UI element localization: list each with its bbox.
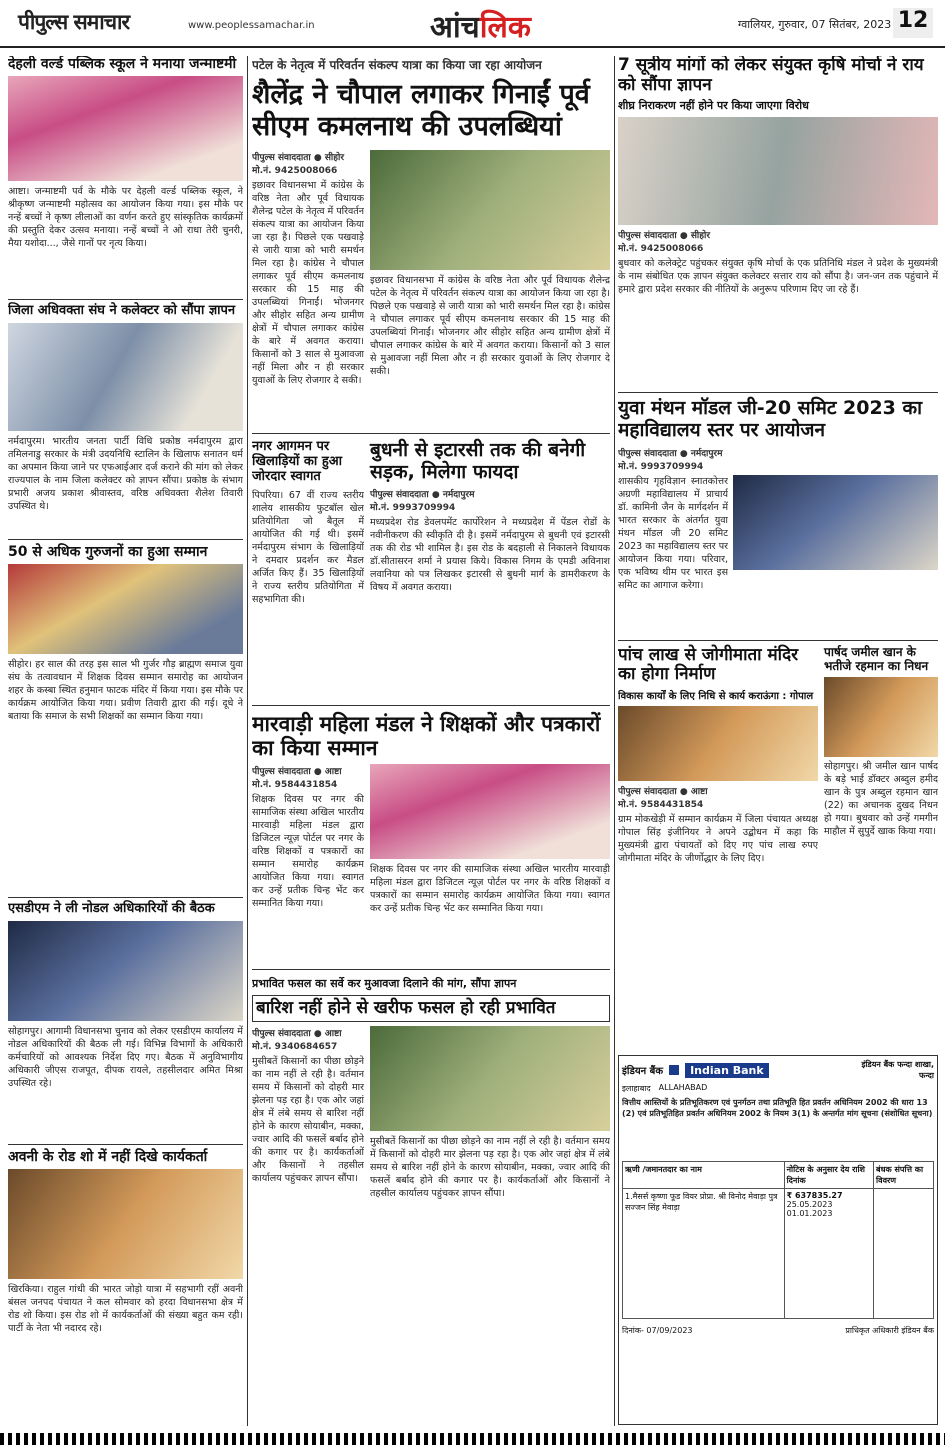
allahabad-hindi: इलाहाबाद [622, 1084, 651, 1093]
article-body: ग्राम मोकखेड़ी में सम्मान कार्यक्रम में जिला पंचायत अध्यक्ष गोपाल सिंह इंजीनियर ने अपने उद्बोधन में कहा कि मुख्यमंत्री द्वारा पंचायतों को दिए गए पांच लाख रुपए जोगीमाता मंदिर के जीर्णोद्धार के लिए दिए। [618, 813, 818, 864]
ad-date: दिनांक- 07/09/2023 [622, 1326, 693, 1335]
notice-text: वित्तीय आस्तियों के प्रतिभूतिकरण एवं पुनर्गठन तथा प्रतिभूति हित प्रवर्तन अधिनियम 2002 की धारा 13 (2) एवं प्रतिभूतिहित प्रवर्तन अधिनियम 2002 के नियम 3(1) के अन्तर्गत मांग सूचना (संशोधित सूचना) [622, 1098, 933, 1118]
article-body: आष्टा। जन्माष्टमी पर्व के मौके पर देहली वर्ल्ड पब्लिक स्कूल, ने श्रीकृष्ण जन्माष्टमी महोत्सव का आयोजन किया गया। इस मौके पर नन्हें बच्चों ने कृष्ण लीलाओं का वर्णन करते हुए सांस्कृतिक कार्यक्रमों की प्रस्तुति देकर उत्सव मनाया। नन्हें बच्चों ने ओ राधा तेरी चुनरी, मैया यशोदा..., जैसे गानों पर नृत्य किया। [8, 186, 243, 250]
article-body: शिक्षक दिवस पर नगर की सामाजिक संस्था अखिल भारतीय मारवाड़ी महिला मंडल द्वारा डिजिटल न्यूज़ पोर्टल पर नगर के वरिष्ठ शिक्षकों व पत्रकारों का सम्मान समारोह कार्यक्रम आयोजित किया गया। स्वागत कर उन्हें प्रतीक चिन्ह भेंट कर सम्मानित किया गया। [252, 793, 364, 909]
headline: युवा मंथन मॉडल जी-20 समिट 2023 का महाविद्यालय स्तर पर आयोजन [618, 397, 923, 441]
headline: मारवाड़ी महिला मंडल ने शिक्षकों और पत्रकारों का किया सम्मान [252, 711, 601, 760]
mobile-number: मो.नं. 9584431854 [252, 779, 338, 790]
subheadline: शीघ्र निराकरण नहीं होने पर किया जाएगा विरोध [618, 99, 809, 113]
article-photo [618, 706, 818, 781]
page-number: 12 [893, 8, 933, 38]
article-body: मध्यप्रदेश रोड डेवलपमेंट कार्पोरेशन ने मध्यप्रदेश में पेंडल रोडों के नवीनीकरण की स्वीकृति दी है। इसमें नर्मदापुरम से बुधनी एवं इटारसी तक की रोड भी शामिल है। इस रोड के बदहाली से निकालने विधायक डॉ.सीतासरन शर्मा ने प्रयास किये। विकास निगम के एमडी अविनाश लवानिया को पत्र लिखकर इटारसी से बुधनी मार्ग के डामरीकरण के विषय में अवगत कराया। [370, 517, 610, 594]
article-body: मुसीबतें किसानों का पीछा छोड़ने का नाम नहीं ले रही है। वर्तमान समय में किसानों को दोहरी मार झेलना पड़ रहा है। एक ओर जहां क्षेत्र में लंबे समय से बारिश नहीं होने के कारण सोयाबीन, मक्का, ज्वार आदि की फसलें बर्बाद होने की कगार पर है। कार्यकर्ताओं और किसानों ने तहसील कार्यालय पहुंचकर ज्ञापन सौंपा। [370, 1136, 610, 1200]
mobile-number: मो.नं. 9584431854 [618, 799, 704, 810]
col-header: बंधक संपत्ति का विवरण [874, 1162, 934, 1189]
article-photo [8, 76, 243, 181]
article-body: इछावर विधानसभा में कांग्रेस के वरिष्ठ नेता और पूर्व विधायक शैलेन्द्र पटेल के नेतृत्व में परिवर्तन संकल्प यात्रा का आयोजन किया जा रहा है। पिछले एक पखवाड़े से जारी यात्रा को भारी समर्थन मिल रहा है। कांग्रेस ने चौपाल लगाकर पूर्व सीएम कमलनाथ सरकार की 15 माह की उपलब्धियां गिनाईं। भोजनगर और सीहोर सहित अन्य ग्रामीण क्षेत्रों में चौपाल लगाकर कांग्रेस के बारे में अवगत कराया। किसानों को 3 साल से मुआवजा नहीं मिला और न ही सरकार युवाओं के लिए रोजगार दे सकी। [252, 179, 364, 386]
byline: पीपुल्स संवाददाता ● आष्टा [252, 1029, 342, 1040]
article-body: शिक्षक दिवस पर नगर की सामाजिक संस्था अखिल भारतीय मारवाड़ी महिला मंडल द्वारा डिजिटल न्यूज़ पोर्टल पर नगर के वरिष्ठ शिक्षकों व पत्रकारों का सम्मान समारोह कार्यक्रम आयोजित किया गया। स्वागत कर उन्हें प्रतीक चिन्ह भेंट कर सम्मानित किया गया। [370, 863, 610, 914]
issue-date: ग्वालियर, गुरुवार, 07 सितंबर, 2023 [738, 18, 892, 31]
lead-headline: शैलेंद्र ने चौपाल लगाकर गिनाईं पूर्व सीएम कमलनाथ की उपलब्धियां [252, 79, 590, 143]
notice-date: 01.01.2023 [786, 1209, 833, 1218]
headline: 50 से अधिक गुरुजनों का हुआ सम्मान [8, 544, 208, 561]
amount-due: ₹ 637835.27 [786, 1191, 843, 1200]
mobile-number: मो.नं. 9993709994 [370, 503, 456, 514]
signer: प्राधिकृत अधिकारी इंडियन बैंक [845, 1326, 934, 1335]
article-photo [370, 764, 610, 859]
masthead [0, 0, 945, 48]
section-prefix: आंच [430, 10, 480, 45]
article-body: खिरकिया। राहुल गांधी की भारत जोड़ो यात्रा में सहभागी रहीं अवनी बंसल जनपद पंचायत ने कल सोमवार को हरदा विधानसभा क्षेत्र में रोड शो किया। इस रोड शो में कार्यकर्ताओं की संख्या बहुत कम रही। पार्टी के नेता भी नदारद रहे। [8, 1284, 243, 1335]
newspaper-logo: पीपुल्स समाचार [18, 10, 130, 34]
article-body: सोहागपुर। आगामी विधानसभा चुनाव को लेकर एसडीएम कार्यालय में नोडल अधिकारियों की बैठक ली गई। विभिन्न विभागों के अधिकारी कर्मचारियों को आवश्यक निर्देश दिए गए। बैठक में अनुविभागीय अधिकारी जीएस राजपूत, दीपक रायले, तहसीलदार अमित मिश्रा उपस्थित रहे। [8, 1026, 243, 1090]
subheadline: विकास कार्यों के लिए निधि से कार्य कराऊंगा : गोपाल [618, 690, 814, 702]
article-photo [618, 117, 938, 225]
headline: पार्षद जमील खान के भतीजे रहमान का निधन [824, 644, 929, 673]
borrower-name: 1.मैसर्स कृष्णा फूड वियर प्रोप्रा. श्री विनोद मेवाड़ा पुत्र सज्जन सिंह मेवाड़ा [623, 1189, 785, 1319]
col-header: नोटिस के अनुसार देय राशि दिनांक [784, 1162, 873, 1189]
headline: 7 सूत्रीय मांगों को लेकर संयुक्त कृषि मोर्चा ने राय को सौंपा ज्ञापन [618, 56, 924, 95]
article-body: सीहोर। हर साल की तरह इस साल भी गुर्जर गौड़ ब्राह्मण समाज युवा संघ के तत्वावधान में शिक्षक दिवस सम्मान समारोह का आयोजन शहर के कस्बा स्थित हनुमान फाटक मंदिर में किया गया। इस मौके पर कार्यक्रम आयोजित किया गया। प्रवीण तिवारी द्वारा की गई। दूधे ने बताया कि समाज के सभी शिक्षकों का सम्मान किया गया। [8, 659, 243, 723]
mobile-number: मो.नं. 9425008066 [618, 244, 704, 255]
center-column [252, 56, 610, 1426]
right-column [618, 56, 938, 1051]
article-photo [733, 475, 938, 570]
article-photo [370, 1026, 610, 1131]
byline: पीपुल्स संवाददाता ● सीहोर [618, 231, 711, 242]
article-body: सोहागपुर। श्री जमील खान पार्षद के बड़े भाई डॉक्टर अब्दुल हमीद खान के पुत्र अब्दुल रहमान खान (22) का अचानक दुखद निधन हो गया। बुधवार को उन्हें गमगीन माहौल में सुपुर्दे खाक किया गया। [824, 761, 938, 838]
mobile-number: मो.नं. 9425008066 [252, 165, 338, 176]
article-photo [8, 564, 243, 654]
headline: जिला अधिवक्ता संघ ने कलेक्टर को सौंपा ज्ञापन [8, 303, 236, 319]
article-body: शासकीय गृहविज्ञान स्नातकोत्तर अग्रणी महाविद्यालय में प्राचार्य डॉ. कामिनी जैन के मार्गदर्शन में भारत सरकार के अंतर्गत युवा मंथन मॉडल जी 20 समिट 2023 का महाविद्यालय स्तर पर आयोजन किया गया। परिवार, एक भविष्य थीम पर भारत इस समिट का आगाज करेगा। [618, 475, 728, 591]
headline: एसडीएम ने ली नोडल अधिकारियों की बैठक [8, 901, 215, 917]
article-body: इछावर विधानसभा में कांग्रेस के वरिष्ठ नेता और पूर्व विधायक शैलेन्द्र पटेल के नेतृत्व में परिवर्तन संकल्प यात्रा का आयोजन किया जा रहा है। पिछले एक पखवाड़े से जारी यात्रा को भारी समर्थन मिल रहा है। कांग्रेस ने चौपाल लगाकर पूर्व सीएम कमलनाथ सरकार की 15 माह की उपलब्धियां गिनाईं। भोजनगर और सीहोर सहित अन्य ग्रामीण क्षेत्रों में चौपाल लगाकर कांग्रेस के बारे में अवगत कराया। किसानों को 3 साल से मुआवजा नहीं मिला और न ही सरकार युवाओं के लिए रोजगार दे सकी। [370, 274, 610, 377]
headline: बुधनी से इटारसी तक की बनेगी सड़क, मिलेगा फायदा [370, 438, 586, 483]
npa-date: 25.05.2023 [786, 1200, 833, 1209]
notice-table [622, 1161, 934, 1319]
article-photo [8, 921, 243, 1021]
section-title [430, 5, 531, 46]
article-body: बुधवार को कलेक्ट्रेट पहुंचकर संयुक्त कृषि मोर्चा के एक प्रतिनिधि मंडल ने प्रदेश के मुख्यमंत्री के नाम संबोधित एक ज्ञापन संयुक्त कलेक्टर सत्तार राय को सौंपा है। जन-जन तक पहुंचाने में हमारे द्वारा प्रदेश सरकार की नीतियों के अनुरूप परिणाम दिए जा रहे हैं। [618, 258, 938, 296]
kicker: पटेल के नेतृत्व में परिवर्तन संकल्प यात्रा का किया जा रहा आयोजन [252, 58, 542, 72]
lead-photo [370, 150, 610, 270]
byline: पीपुल्स संवाददाता ● नर्मदापुरम [618, 448, 723, 459]
bank-name-hindi: इंडियन बैंक [622, 1066, 664, 1077]
headline: पांच लाख से जोगीमाता मंदिर का होगा निर्माण [618, 644, 799, 685]
article-body: मुसीबतें किसानों का पीछा छोड़ने का नाम नहीं ले रही है। वर्तमान समय में किसानों को दोहरी मार झेलना पड़ रहा है। एक ओर जहां क्षेत्र में लंबे समय से बारिश नहीं होने के कारण सोयाबीन, मक्का, ज्वार आदि की फसलें बर्बाद होने की कगार पर है। कार्यकर्ताओं और किसानों ने तहसील कार्यालय पहुंचकर ज्ञापन सौंपा। [252, 1056, 364, 1185]
registration-strip [0, 1433, 945, 1445]
col-header: ऋणी /जमानतदार का नाम [623, 1162, 785, 1189]
byline: पीपुल्स संवाददाता ● आष्टा [252, 766, 342, 777]
left-column [8, 56, 243, 1426]
bank-logo-icon [669, 1065, 679, 1075]
kicker: प्रभावित फसल का सर्वे कर मुआवजा दिलाने की मांग, सौंपा ज्ञापन [252, 976, 517, 990]
mobile-number: मो.नं. 9993709994 [618, 461, 704, 472]
bank-name-english: Indian Bank [685, 1063, 769, 1078]
article-body: पिपरिया। 67 वीं राज्य स्तरीय शालेय शासकीय फुटबॉल खेल प्रतियोगिता जो बैतूल में आयोजित की गई थी। इसमें नर्मदापुरम संभाग के खिलाड़ियों ने दमदार प्रदर्शन कर मैडल अर्जित किए हैं। 35 खिलाड़ियों ने राज्य स्तरीय प्रतियोगिता में सहभागिता की। [252, 489, 364, 605]
headline: देहली वर्ल्ड पब्लिक स्कूल ने मनाया जन्माष्टमी [8, 56, 237, 72]
headline: नगर आगमन पर खिलाड़ियों का हुआ जोरदार स्वागत [252, 438, 343, 484]
allahabad-english: ALLAHABAD [658, 1083, 708, 1092]
branch-name: इंडियन बैंक फन्दा शाखा, फन्दा [861, 1060, 934, 1080]
byline: पीपुल्स संवाददाता ● नर्मदापुरम [370, 490, 475, 501]
article-body: नर्मदापुरम। भारतीय जनता पार्टी विधि प्रकोष्ठ नर्मदापुरम द्वारा तमिलनाडु सरकार के मंत्री उदयनिधि स्टालिन के खिलाफ सनातन धर्म का अपमान किया जाने पर एफआईआर दर्ज कराने की मांग को लेकर राज्यपाल के नाम जिला कलेक्टर को ज्ञापन सौंपा। प्रकोष्ठ के संभाग प्रभारी अजय प्रकाश श्रीवास्तव, वरिष्ठ अधिवक्ता शैलेश तिवारी उपस्थित थे। [8, 436, 243, 513]
portrait-photo [824, 677, 938, 757]
bank-notice-ad [618, 1055, 938, 1425]
mobile-number: मो.नं. 9340684657 [252, 1042, 338, 1053]
headline: अवनी के रोड शो में नहीं दिखे कार्यकर्ता [8, 1149, 208, 1166]
article-photo [8, 1169, 243, 1279]
website-url[interactable]: www.peoplessamachar.in [188, 20, 315, 31]
section-suffix: लिक [479, 10, 531, 45]
byline: पीपुल्स संवाददाता ● आष्टा [618, 786, 708, 797]
byline: पीपुल्स संवाददाता ● सीहोर [252, 152, 345, 163]
headline: बारिश नहीं होने से खरीफ फसल हो रही प्रभावित [252, 995, 610, 1023]
article-photo [8, 323, 243, 431]
